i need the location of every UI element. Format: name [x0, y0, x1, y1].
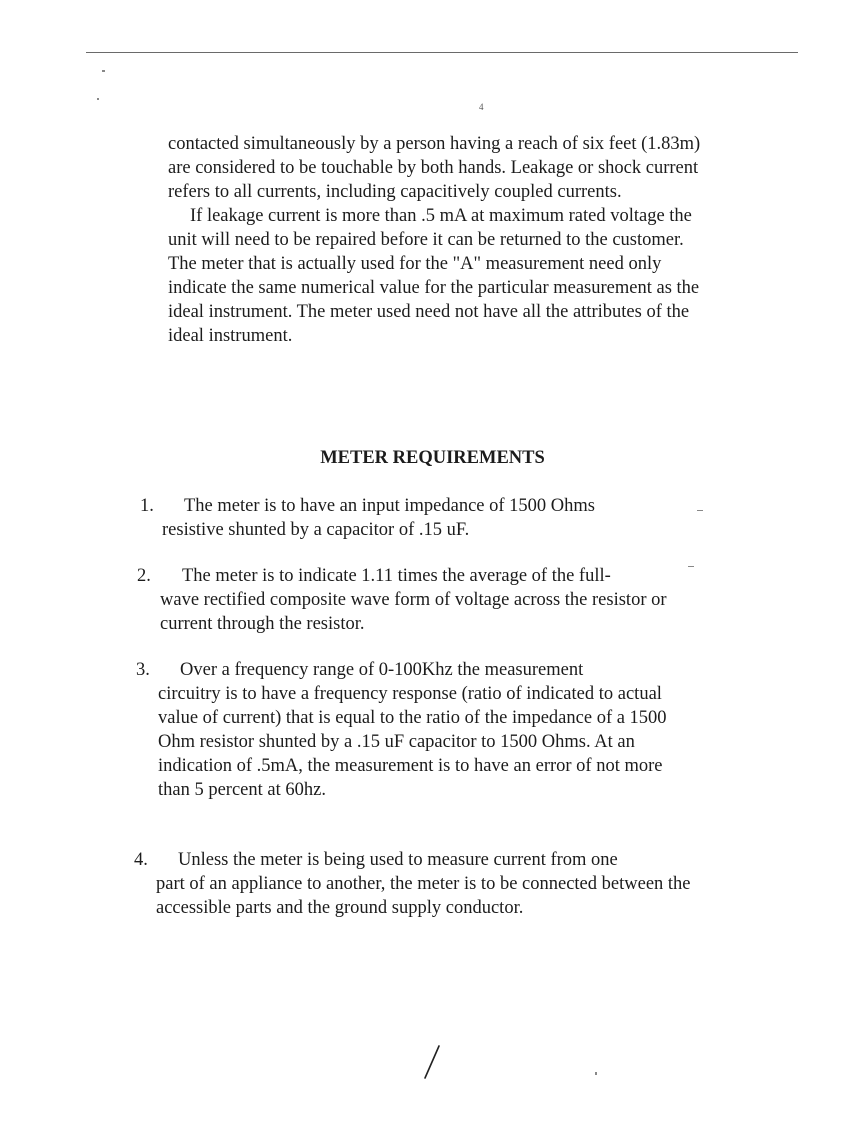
- requirement-item-2: [160, 564, 680, 636]
- requirement-text: circuitry is to have a frequency response (ratio of indicated to actual value of current) that is equal to the ratio of the impedance of a 1500 Ohm resistor shunted by a .15 uF capacitor to 1500 Ohms. At an indication of .5mA, the measurement is to have an error of not more than 5 percent at 60hz.: [158, 684, 667, 800]
- requirement-number: 1.: [140, 496, 154, 516]
- scan-speck: [595, 1072, 597, 1075]
- scan-speck: [697, 510, 703, 511]
- top-rule: [86, 52, 798, 53]
- requirement-text: part of an appliance to another, the meter is to be connected between the accessible parts and the ground supply conductor.: [156, 874, 691, 918]
- requirement-item-4: [156, 848, 696, 920]
- requirement-first-line: Over a frequency range of 0-100Khz the measurement: [180, 660, 584, 680]
- requirement-number: 4.: [134, 850, 148, 870]
- requirement-item-1: [162, 494, 682, 542]
- body-text: [168, 132, 708, 348]
- scan-speck: [97, 98, 99, 100]
- requirement-first-line: The meter is to have an input impedance of 1500 Ohms: [184, 496, 596, 516]
- requirement-text: resistive shunted by a capacitor of .15 uF.: [162, 520, 470, 540]
- requirement-first-line: The meter is to indicate 1.11 times the average of the full-: [182, 566, 611, 586]
- scan-speck: [688, 566, 694, 567]
- requirement-item-3: [158, 658, 688, 802]
- requirement-text: wave rectified composite wave form of voltage across the resistor or current through the resistor.: [160, 590, 667, 634]
- scan-speck: [102, 70, 105, 72]
- handwritten-slash-mark: [420, 1044, 444, 1080]
- continuation-paragraph: contacted simultaneously by a person having a reach of six feet (1.83m) are considered to be touchable by both hands. Leakage or shock current refers to all currents, including capacitively coupled currents.: [168, 134, 701, 202]
- section-heading: METER REQUIREMENTS: [320, 448, 545, 468]
- leakage-paragraph: If leakage current is more than .5 mA at maximum rated voltage the unit will need to be repaired before it can be returned to the customer. The meter that is actually used for the "A" measurement need only indicate the same numerical value for the particular measurement as the ideal instrument. The meter used need not have all the attributes of the ideal instrument.: [168, 206, 700, 346]
- requirement-number: 3.: [136, 660, 150, 680]
- requirement-first-line: Unless the meter is being used to measure current from one: [178, 850, 618, 870]
- page-marker: 4: [479, 102, 484, 112]
- requirement-number: 2.: [137, 566, 151, 586]
